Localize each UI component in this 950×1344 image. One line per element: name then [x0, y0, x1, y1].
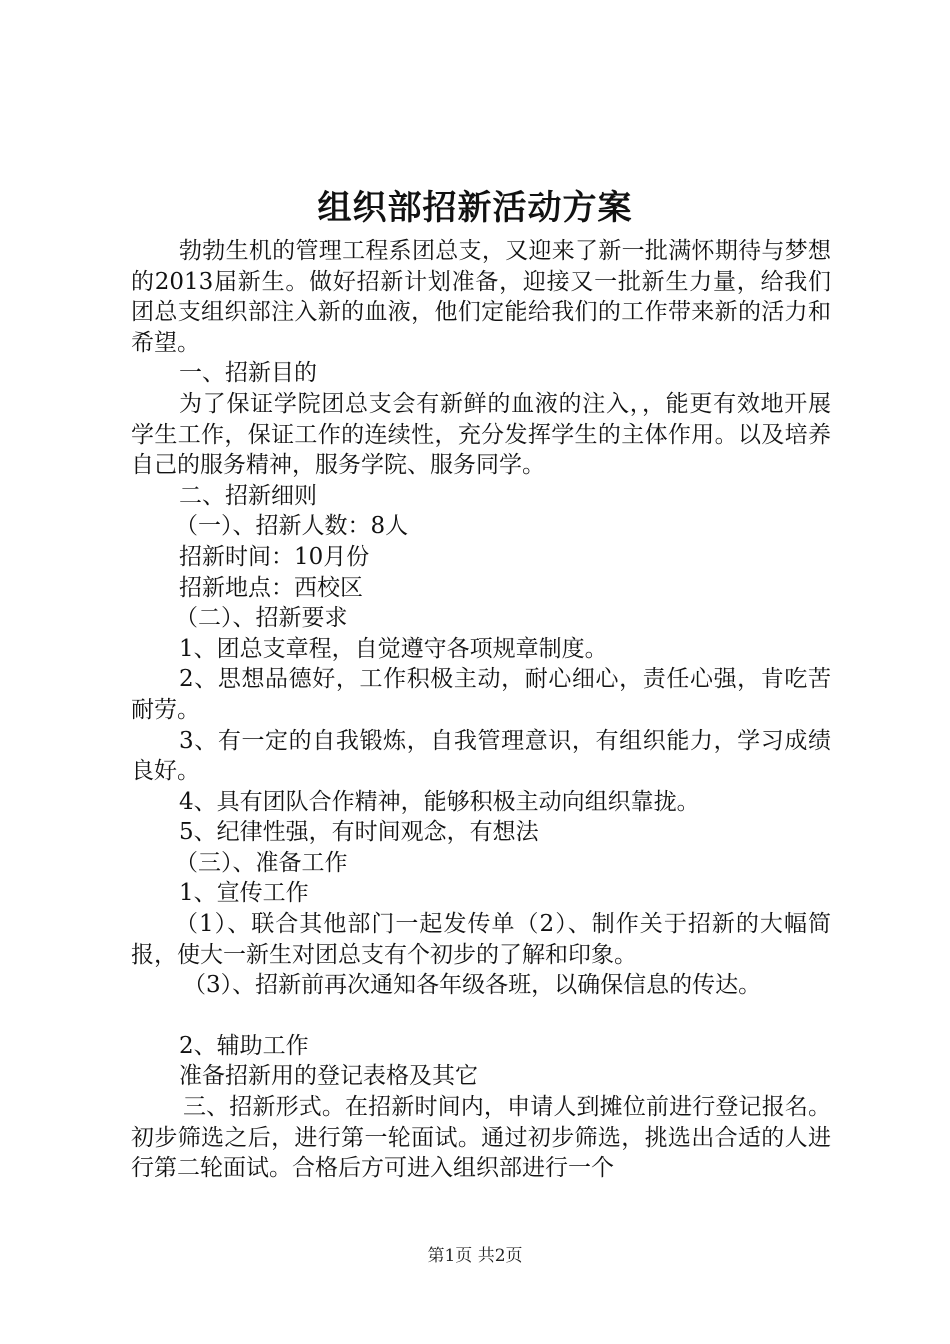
subheading-preparation: （三）、准备工作: [175, 849, 348, 876]
prep-item-support: 2、辅助工作: [179, 1032, 309, 1059]
rule-time: 招新时间：10月份: [179, 543, 370, 570]
prep-item-publicity: 1、宣传工作: [179, 880, 309, 907]
document-title: 组织部招新活动方案: [317, 188, 633, 228]
document-body: [131, 236, 831, 1184]
subheading-requirements: （二）、招新要求: [175, 605, 348, 632]
page-footer: 第1页 共2页: [427, 1246, 523, 1266]
requirement-item: 3、有一定的自我锻炼，自我管理意识，有组织能力，学习成绩良好。: [131, 727, 831, 785]
paragraph-recruitment-format: 三、招新形式。在招新时间内，申请人到摊位前进行登记报名。初步筛选之后，进行第一轮面试。通过初步筛选，挑选出合适的人进行第二轮面试。合格后方可进入组织部进行一个: [131, 1094, 831, 1182]
prep-detail: （3）、招新前再次通知各年级各班，以确保信息的传达。: [183, 972, 762, 999]
paragraph-purpose: 为了保证学院团总支会有新鲜的血液的注入，，能更有效地开展学生工作，保证工作的连续性，充分发挥学生的主体作用。以及培养自己的服务精神，服务学院、服务同学。: [131, 390, 831, 479]
section-heading-purpose: 一、招新目的: [179, 360, 317, 387]
prep-detail: （1）、联合其他部门一起发传单（2）、制作关于招新的大幅简报，使大一新生对团总支有个初步的了解和印象。: [131, 911, 831, 968]
rule-headcount: （一）、招新人数：8人: [175, 513, 409, 540]
section-heading-rules: 二、招新细则: [179, 482, 317, 509]
paragraph-intro: 勃勃生机的管理工程系团总支，又迎来了新一批满怀期待与梦想的2013届新生。做好招新计划准备，迎接又一批新生力量，给我们团总支组织部注入新的血液，他们定能给我们的工作带来新的活力和希望。: [131, 238, 831, 356]
prep-detail: 准备招新用的登记表格及其它: [179, 1063, 478, 1090]
requirement-item: 2、思想品德好，工作积极主动，耐心细心，责任心强，肯吃苦耐劳。: [131, 666, 831, 723]
requirement-item: 5、纪律性强，有时间观念，有想法: [179, 819, 539, 846]
rule-location: 招新地点：西校区: [179, 574, 363, 601]
requirement-item: 4、具有团队合作精神，能够积极主动向组织靠拢。: [179, 788, 700, 815]
requirement-item: 1、团总支章程，自觉遵守各项规章制度。: [179, 635, 608, 662]
